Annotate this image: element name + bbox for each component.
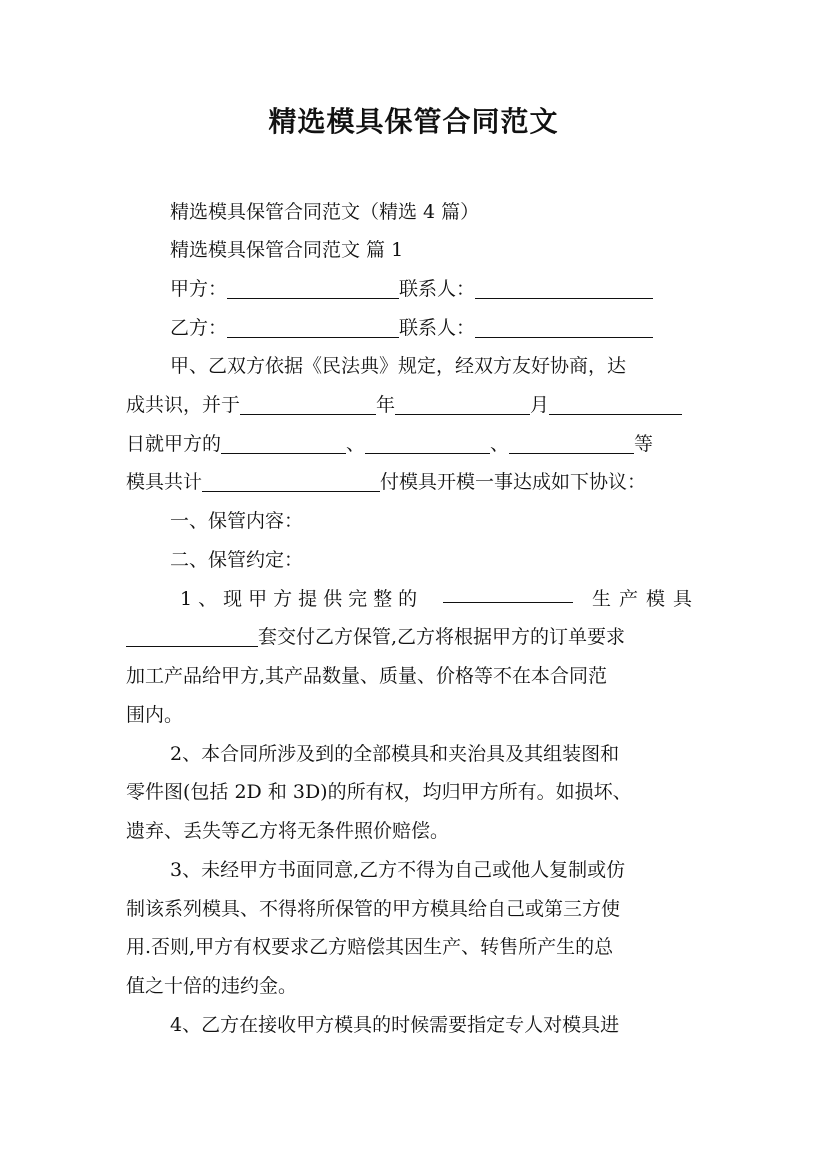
intro-line-1: 甲、乙双方依据《民法典》规定，经双方友好协商，达 (170, 355, 627, 377)
mold-quantity-blank[interactable] (443, 580, 573, 603)
section-heading-2: 二、保管约定： (170, 549, 304, 571)
clause-1-text-c: 套交付乙方保管,乙方将根据甲方的订单要求 (258, 626, 626, 648)
part-heading: 精选模具保管合同范文 篇 1 (170, 239, 404, 261)
month-blank[interactable] (395, 392, 530, 415)
clause-2-line-1: 2、本合同所涉及到的全部模具和夹治具及其组装图和 (170, 743, 620, 765)
party-a-contact-blank[interactable] (475, 276, 653, 299)
clause-2-line-3: 遗弃、丢失等乙方将无条件照价赔偿。 (126, 820, 450, 842)
clause-4-line-1: 4、乙方在接收甲方模具的时候需要指定专人对模具进 (170, 1014, 620, 1036)
mold-blank-1[interactable] (221, 431, 346, 454)
section-heading-1: 一、保管内容： (170, 510, 304, 532)
party-b-blank[interactable] (227, 315, 399, 338)
year-label: 年 (376, 394, 396, 416)
party-a-line (170, 270, 653, 308)
party-b-contact-label: 联系人： (399, 317, 476, 339)
intro-line-3 (126, 425, 653, 463)
intro-line-2 (126, 386, 682, 424)
year-blank[interactable] (240, 392, 376, 415)
separator-2: 、 (490, 433, 510, 455)
mold-total-blank[interactable] (202, 469, 380, 492)
party-a-contact-label: 联系人： (399, 278, 476, 300)
intro-line-4-text: 付模具开模一事达成如下协议： (380, 471, 647, 493)
mold-sets-blank[interactable] (126, 624, 258, 647)
clause-3-line-1: 3、未经甲方书面同意,乙方不得为自己或他人复制或仿 (170, 859, 626, 881)
clause-3-line-3: 用.否则,甲方有权要求乙方赔偿其因生产、转售所产生的总 (126, 936, 614, 958)
mold-blank-3[interactable] (509, 431, 634, 454)
day-label: 日就甲方的 (126, 433, 222, 455)
party-b-label: 乙方： (170, 317, 228, 339)
day-blank[interactable] (549, 392, 682, 415)
intro-line-4 (126, 463, 646, 501)
clause-1-line-2 (126, 618, 625, 656)
party-b-line (170, 309, 653, 347)
party-b-contact-blank[interactable] (475, 315, 653, 338)
clause-1-text-b: 生产模具 (591, 588, 700, 610)
clause-3-line-2: 制该系列模具、不得将所保管的甲方模具给自己或第三方使 (126, 898, 621, 920)
month-label: 月 (530, 394, 550, 416)
clause-1-line-3: 加工产品给甲方,其产品数量、质量、价格等不在本合同范 (126, 665, 608, 687)
party-a-label: 甲方： (170, 278, 228, 300)
clause-1-line-1 (180, 580, 700, 618)
etc-label: 等 (634, 433, 654, 455)
intro-line-2-text: 成共识，并于 (126, 394, 241, 416)
clause-1-text-a: 1、现甲方提供完整的 (180, 588, 424, 610)
mold-blank-2[interactable] (365, 431, 490, 454)
separator-1: 、 (346, 433, 366, 455)
clause-1-line-4: 围内。 (126, 704, 184, 726)
mold-total-label: 模具共计 (126, 471, 203, 493)
clause-2-line-2: 零件图(包括 2D 和 3D)的所有权，均归甲方所有。如损坏、 (126, 781, 632, 803)
clause-3-line-4: 值之十倍的违约金。 (126, 975, 298, 997)
document-title: 精选模具保管合同范文 (268, 105, 559, 138)
subtitle: 精选模具保管合同范文（精选 4 篇） (170, 201, 480, 223)
party-a-blank[interactable] (227, 276, 399, 299)
